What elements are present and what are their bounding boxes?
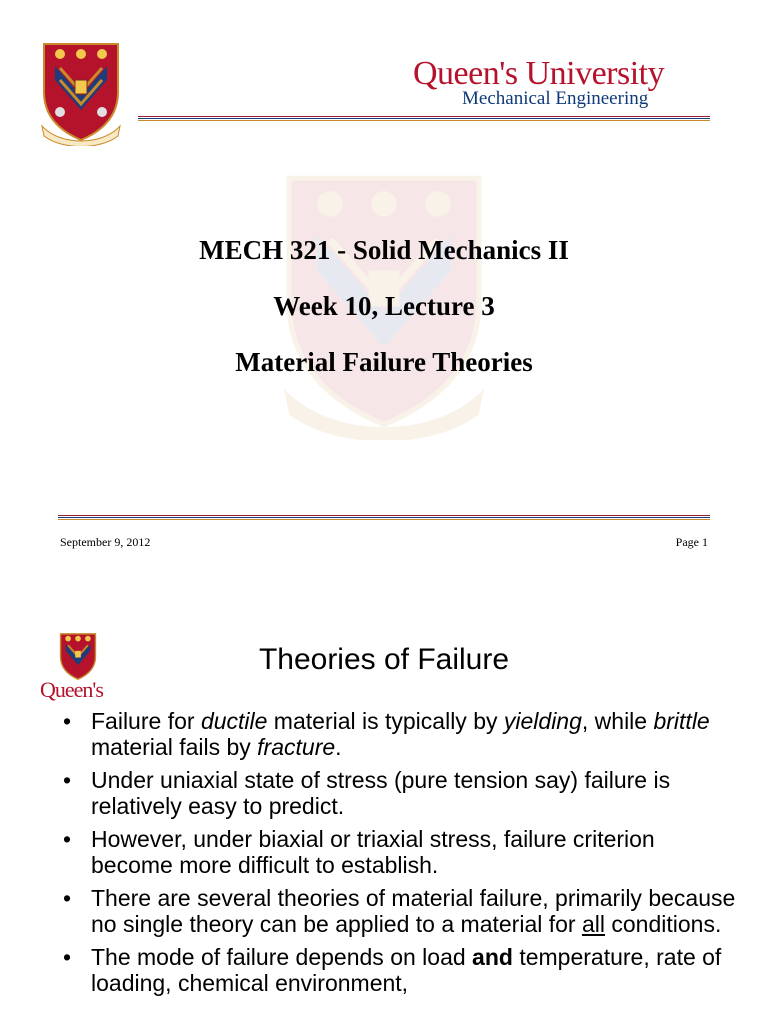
bullet-text: However, under biaxial or triaxial stress, failure criterion become more difficult to establish.	[91, 826, 655, 878]
department-name: Mechanical Engineering	[462, 88, 649, 109]
week-lecture: Week 10, Lecture 3	[273, 291, 495, 321]
bullet-item	[60, 708, 740, 760]
university-crest-icon	[40, 40, 122, 146]
bullet-list	[60, 708, 740, 1003]
slide-title: Theories of Failure	[258, 643, 510, 676]
footer-rule	[58, 515, 710, 521]
bullet-text: .	[335, 734, 342, 760]
bullet-item	[60, 826, 740, 878]
bullet-text: , while	[581, 708, 654, 734]
bullet-text: material fails by	[91, 734, 258, 760]
bullet-text: ductile	[200, 708, 268, 734]
bullet-text: brittle	[653, 708, 710, 734]
lecture-topic: Material Failure Theories	[235, 347, 533, 377]
bullet-item	[60, 885, 740, 937]
content-slide	[0, 612, 768, 1024]
queens-logo-text: Queen's	[40, 677, 103, 702]
bullet-text: Failure for	[91, 708, 201, 734]
bullet-text: yielding	[503, 708, 582, 734]
bullet-text: and	[472, 944, 513, 970]
header-rule	[138, 116, 710, 122]
bullet-item	[60, 767, 740, 819]
footer-date: September 9, 2012	[60, 535, 151, 549]
bullet-text: Under uniaxial state of stress (pure tension say) failure is relatively easy to predict.	[91, 767, 671, 819]
footer-page-number: Page 1	[675, 535, 708, 549]
bullet-text: fracture	[257, 734, 336, 760]
university-name: Queen's University	[413, 55, 665, 92]
bullet-text: temperature, rate of loading, chemical environment,	[91, 944, 722, 996]
bullet-text: conditions.	[604, 911, 722, 937]
bullet-text: The mode of failure depends on load	[91, 944, 473, 970]
bullet-text: There are several theories of material failure, primarily because no single theory can be applied to a material for	[91, 885, 736, 937]
bullet-text: material is typically by	[267, 708, 504, 734]
bullet-text: all	[581, 911, 605, 937]
course-title: MECH 321 - Solid Mechanics II	[199, 235, 569, 265]
bullet-item	[60, 944, 740, 996]
